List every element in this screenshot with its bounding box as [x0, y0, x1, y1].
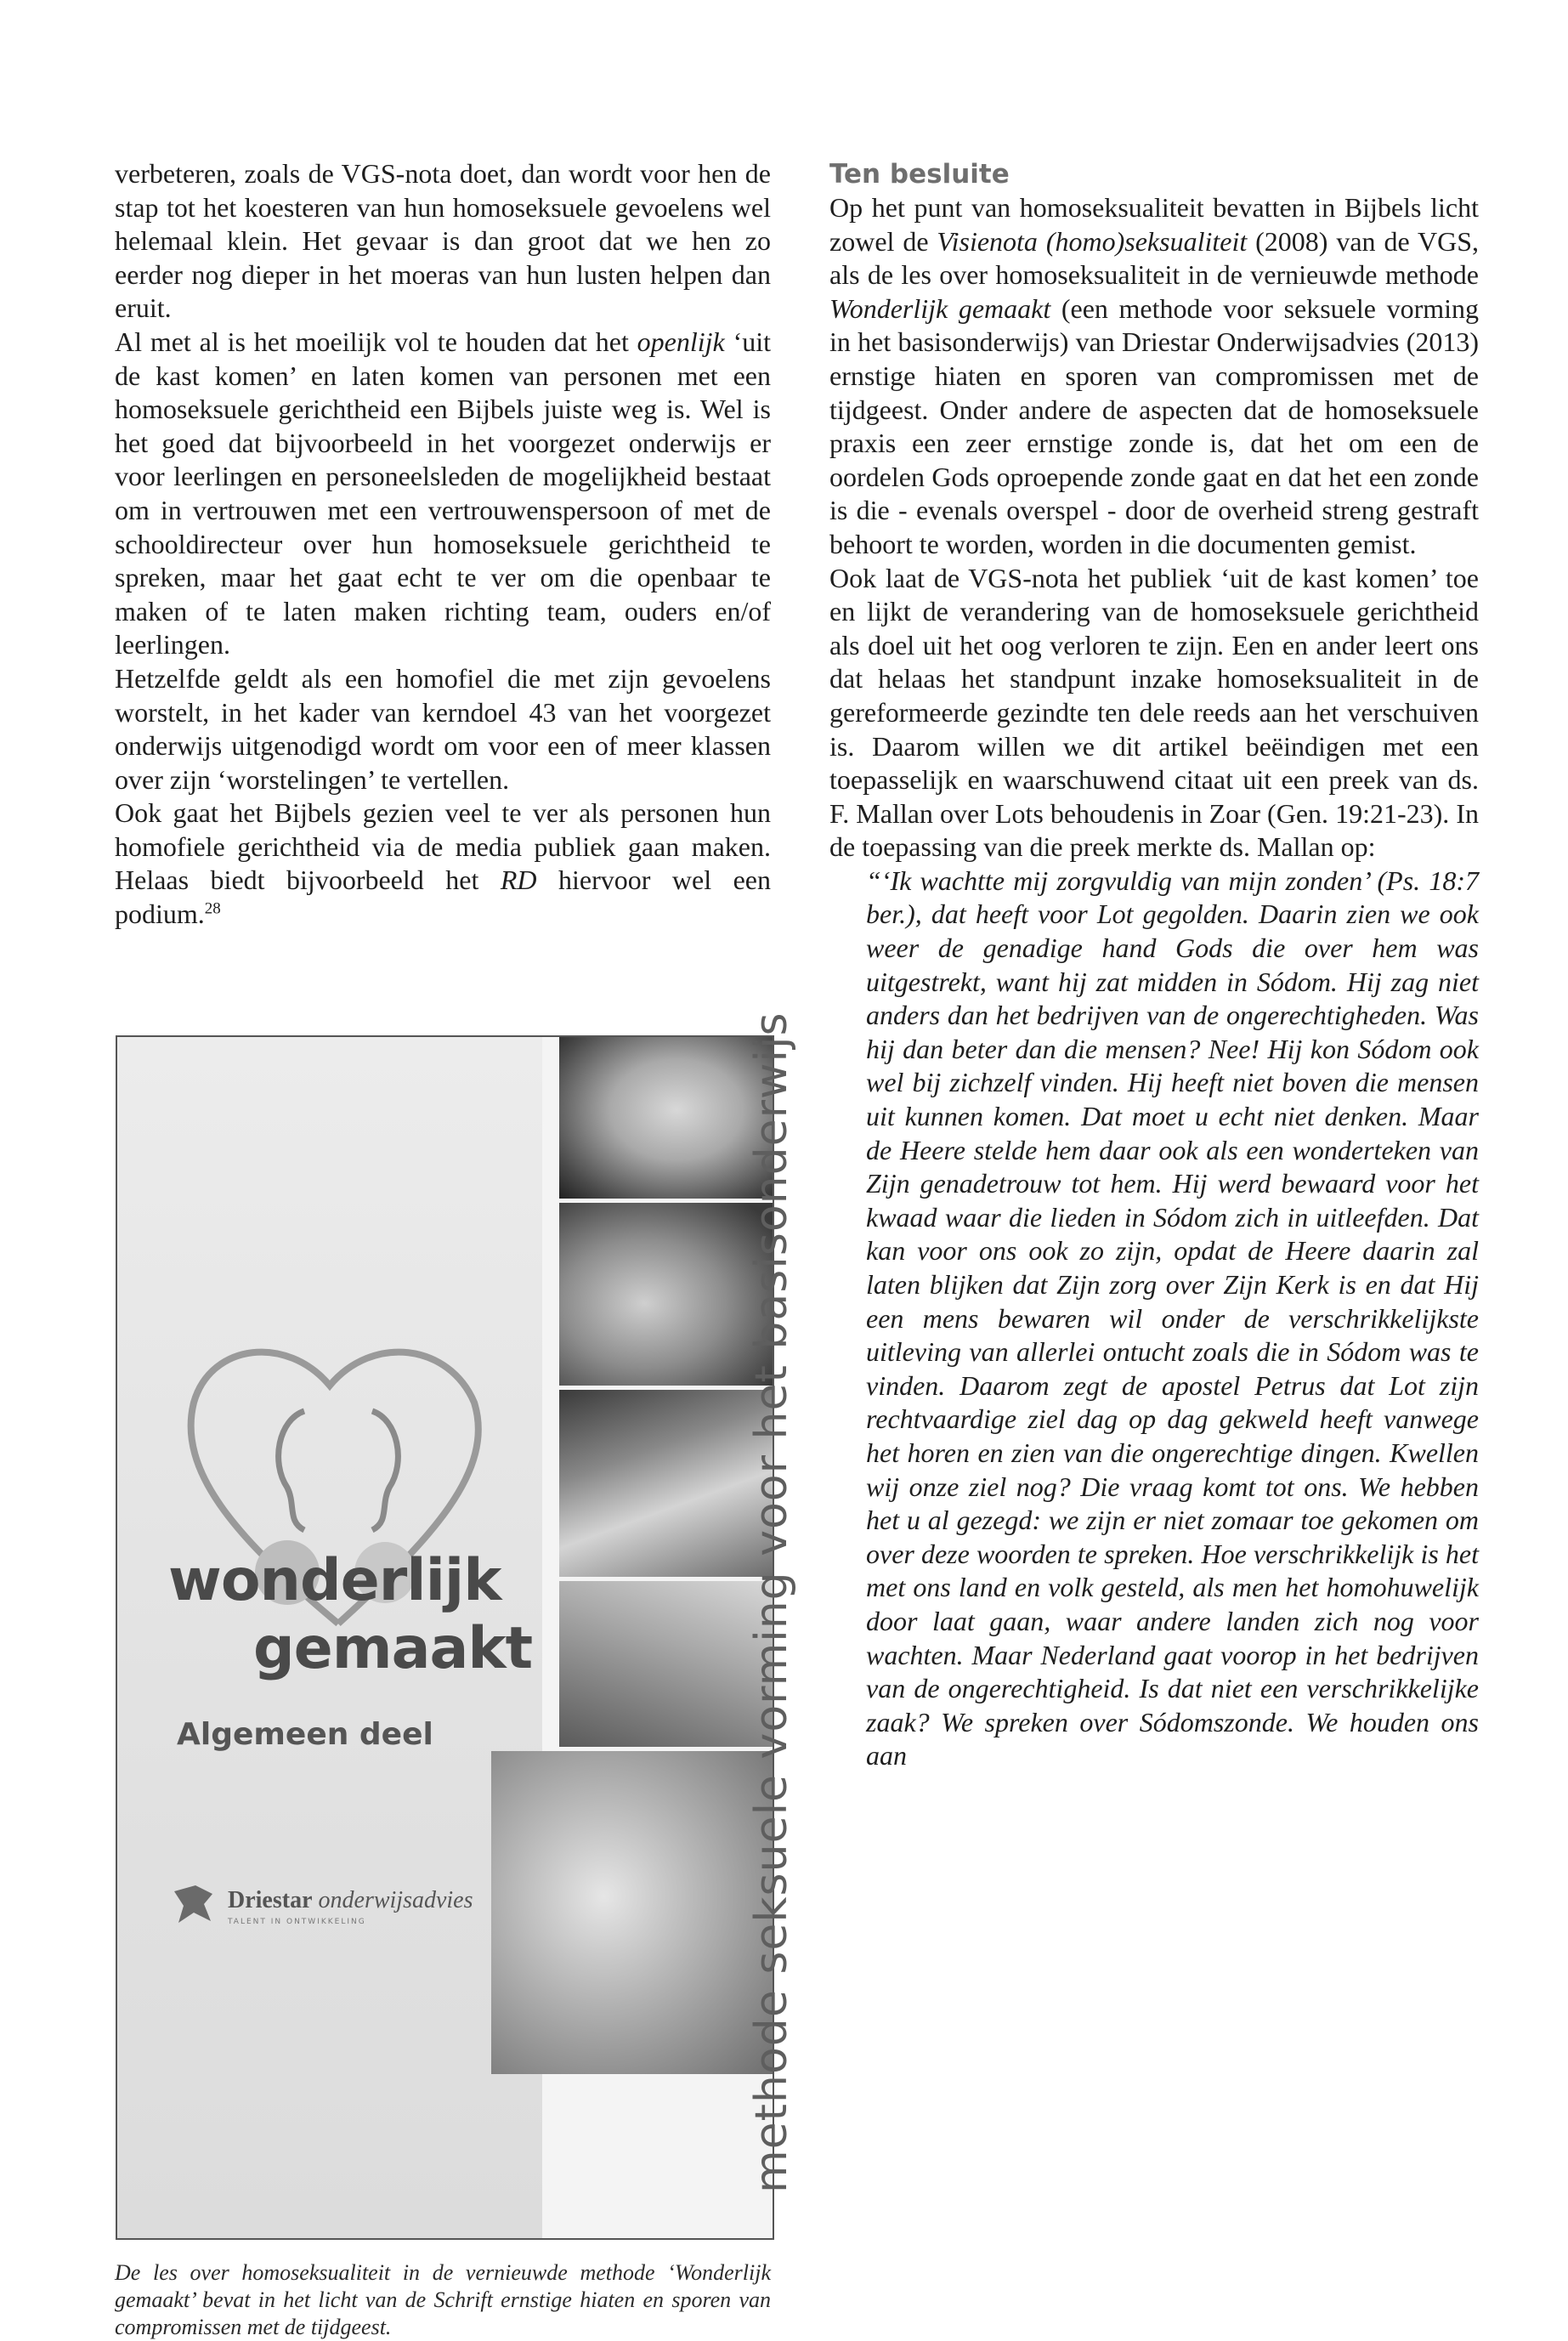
cover-photo-children-kiss — [491, 1751, 773, 2074]
paragraph: Ook gaat het Bijbels gezien veel te ver als personen hun homofiele gerichtheid via de media publiek gaan maken. Helaas biedt bijvoorbeeld het RD hiervoor wel een podium.$^{28}$ — [115, 797, 772, 930]
paragraph: Op het punt van homoseksualiteit bevatten in Bijbels licht zowel de Visienota (homo)seksualiteit (2008) van de VGS, als de les over homoseksualiteit in de vernieuwde methode Wonderlijk gemaakt (een methode voor seksuele vorming in het basisonderwijs) van Driestar Onderwijsadvies (2013) ernstige hiaten en sporen van compromissen met de tijdgeest. Onder andere de aspecten dat de homoseksuele praxis een zeer ernstige zonde is, dat het om een de oordelen Gods oproepende zonde gaat en dat het een zonde is die - evenals overspel - door de overheid streng gestraft behoort te worden, worden in die documenten gemist. — [829, 192, 1480, 559]
left-column — [115, 157, 771, 932]
cover-publisher-tagline: TALENT IN ONTWIKKELING — [228, 1918, 366, 1926]
cover-vertical-text: methode seksuele vorming voor het basisonderwijs — [746, 1012, 797, 2193]
paragraph: Hetzelfde geldt als een homofiel die met zijn gevoelens worstelt, in het kader van kerndoel 43 van het voorgezet onderwijs uitgenodigd wordt om voor een of meer klassen over zijn ‘worstelingen’ te vertellen. — [115, 662, 771, 795]
driestar-logo-icon — [170, 1879, 221, 1930]
cover-subtitle: Algemeen deel — [177, 1717, 433, 1752]
cover-publisher: Driestar onderwijsadvies — [228, 1887, 473, 1913]
block-quote: “‘Ik wachtte mij zorgvuldig van mijn zonden’ (Ps. 18:7 ber.), dat heeft voor Lot gegolden. Daarin zien we ook weer de genadige hand Gods die over hem was uitgestrekt, want hij zat midden in Sódom. Hij zag niet anders dan het bedrijven van de ongerechtigheden. Was hij dan beter dan die mensen? Nee! Hij kon Sódom ook wel bij zichzelf vinden. Hij heeft niet boven die mensen uit kunnen komen. Dat moet u echt niet denken. Maar de Heere stelde hem daar ook als een wonderteken van Zijn genadetrouw tot hem. Hij werd bewaard voor het kwaad waar die lieden in Sódom zich in uitleefden. Dat kan voor ons ook zo zijn, opdat de Heere daarin zal laten blijken dat Zijn zorg over Zijn Kerk is en dat Hij een mens bewaren wil onder de verschrikkelijkste uitleving van allerlei ontucht zoals die in Sódom was te vinden. Daarom zegt de apostel Petrus dat Lot zijn rechtvaardige ziel dag op dag gekweld heeft vanwege het horen en zien van die ongerechtige dingen. Kwellen wij onze ziel nog? Die vraag komt tot ons. We hebben het u al gezegd: we zijn er niet zomaar toe gekomen om over deze woorden te spreken. Hoe verschrikkelijk is het met ons land en volk gesteld, als men het homohuwelijk door laat gaan, waar andere landen zich nog voor wachten. Maar Nederland gaat voorop in het bedrijven van de ongerechtigheid. Is dat niet een verschrikkelijke zaak? We spreken over Sódomszonde. We houden ons aan — [866, 864, 1479, 1771]
cover-photo-unborn — [559, 1203, 773, 1386]
cover-photo-child — [559, 1037, 773, 1199]
cover-photo-street — [559, 1390, 773, 1577]
right-column — [829, 157, 1479, 1773]
cover-title-line-2: gemaakt — [253, 1615, 533, 1682]
figure-caption: De les over homoseksualiteit in de vernieuwde methode ‘Wonderlijk gemaakt’ bevat in het licht van de Schrift ernstige hiaten en sporen van compromissen met de tijdgeest. — [115, 2260, 771, 2339]
cover-photo-graffiti — [559, 1581, 773, 1747]
cover-title-line-1: wonderlijk — [168, 1547, 501, 1614]
footnote-marker[interactable]: 28 — [204, 899, 221, 918]
book-cover-figure — [116, 1012, 797, 2240]
paragraph: verbeteren, zoals de VGS-nota doet, dan wordt voor hen de stap tot het koesteren van hun homoseksuele gevoelens wel helemaal klein. Het gevaar is dan groot dat we hen zo eerder nog dieper in het moeras van hun lusten helpen dan eruit. — [115, 158, 771, 324]
section-heading: Ten besluite — [829, 159, 1010, 190]
paragraph: Al met al is het moeilijk vol te houden dat het openlijk ‘uit de kast komen’ en laten komen van personen met een homoseksuele gerichtheid een Bijbels juiste weg is. Wel is het goed dat bijvoorbeeld in het voorgezet onderwijs er voor leerlingen en personeelsleden de mogelijkheid bestaat om in vertrouwen met een vertrouwenspersoon of met de schooldirecteur over hun homoseksuele gerichtheid te spreken, maar het gaat echt te ver om die openbaar te maken of te laten maken richting team, ouders en/of leerlingen. — [115, 326, 771, 660]
paragraph: Ook laat de VGS-nota het publiek ‘uit de kast komen’ toe en lijkt de verandering van de homoseksuele gerichtheid als doel uit het oog verloren te zijn. Een en ander leert ons dat helaas het standpunt inzake homoseksualiteit in de gereformeerde gezindte ten dele reeds aan het verschuiven is. Daarom willen we dit artikel beëindigen met een toepasselijk en waarschuwend citaat uit een preek van ds. F. Mallan over Lots behoudenis in Zoar (Gen. 19:21-23). In de toepassing van die preek merkte ds. Mallan op: — [829, 562, 1479, 863]
